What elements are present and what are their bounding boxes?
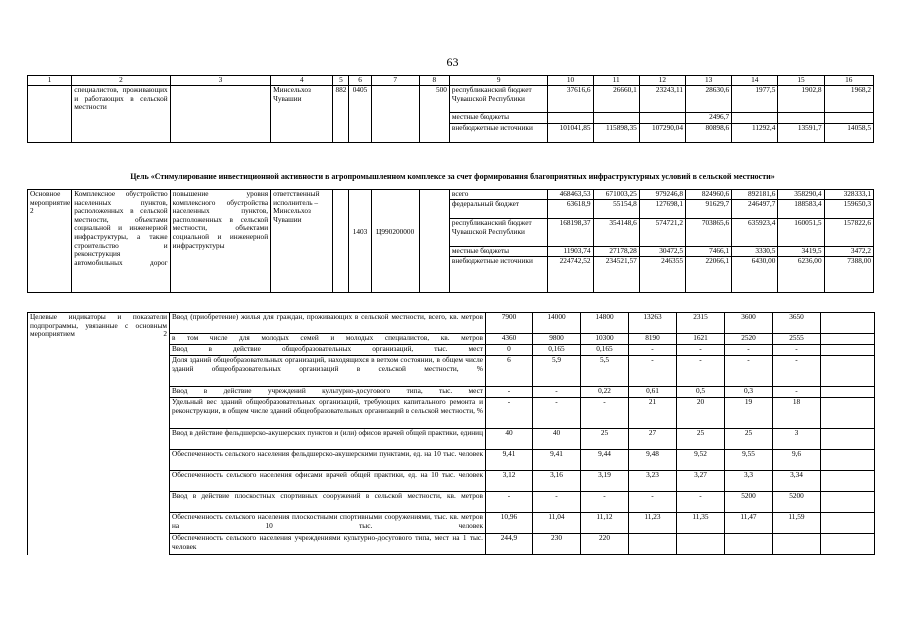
value-cell: 224742,52 bbox=[548, 257, 593, 293]
indicator-value: 3,27 bbox=[677, 471, 725, 492]
value-cell: 6236,00 bbox=[778, 257, 824, 293]
value-cell: 157822,6 bbox=[824, 219, 873, 247]
indicator-value: 3,34 bbox=[773, 471, 821, 492]
col-number: 16 bbox=[824, 76, 873, 86]
indicator-value: - bbox=[486, 492, 533, 513]
indicator-value: 230 bbox=[533, 534, 581, 555]
value-cell: 2496,7 bbox=[685, 113, 731, 124]
indicator-value: 9800 bbox=[533, 334, 581, 345]
indicator-value: 14000 bbox=[533, 313, 581, 334]
indicator-value: 21 bbox=[629, 398, 677, 429]
value-cell: 7388,00 bbox=[824, 257, 873, 293]
indicator-value: - bbox=[581, 492, 629, 513]
indicator-value: - bbox=[773, 387, 821, 398]
indicator-value: 10,96 bbox=[486, 513, 533, 534]
value-cell: 468463,53 bbox=[548, 190, 593, 200]
col-number: 9 bbox=[449, 76, 547, 86]
empty-cell bbox=[821, 513, 875, 534]
indicator-name: Ввод в действие плоскостных спортивных сооружений в сельской местности, кв. метров bbox=[170, 492, 486, 513]
value-cell: 91629,7 bbox=[685, 200, 731, 219]
program-table-main-activity bbox=[27, 189, 874, 293]
indicator-value: 5,5 bbox=[581, 356, 629, 387]
value-cell: 23243,11 bbox=[639, 86, 685, 113]
col-number: 8 bbox=[419, 76, 449, 86]
value-cell bbox=[824, 113, 873, 124]
empty-cell bbox=[821, 387, 875, 398]
indicator-value: 25 bbox=[725, 429, 773, 450]
value-cell: 234521,57 bbox=[593, 257, 639, 293]
value-cell: 127698,1 bbox=[639, 200, 685, 219]
empty-cell bbox=[821, 313, 875, 334]
goal-title: Цель «Стимулирование инвестиционной активности в агропромышленном комплексе за счет формирования благоприятных инфраструктурных условий в сельской местности» bbox=[130, 172, 775, 181]
indicator-value: 5200 bbox=[725, 492, 773, 513]
indicator-value: 2315 bbox=[677, 313, 725, 334]
funding-source: внебюджетные источники bbox=[449, 124, 547, 143]
indicator-value: - bbox=[533, 398, 581, 429]
target-article-code: Ц990200000 bbox=[371, 190, 419, 293]
empty-cell bbox=[821, 534, 875, 555]
col-number: 11 bbox=[593, 76, 639, 86]
empty-cell bbox=[821, 345, 875, 356]
value-cell: 358290,4 bbox=[778, 190, 824, 200]
value-cell: 7466,1 bbox=[685, 247, 731, 257]
indicator-name: Удельный вес зданий общеобразовательных организаций, требующих капитального ремонта и реконструкции, в общем числе зданий общеобразовательных организаций в сельской местности, % bbox=[170, 398, 486, 429]
indicator-value: 5,9 bbox=[533, 356, 581, 387]
indicator-name: Ввод (приобретение) жилья для граждан, проживающих в сельской местности, всего, кв. метров bbox=[170, 313, 486, 334]
indicator-value: 18 bbox=[773, 398, 821, 429]
funding-source: республиканский бюджет Чувашской Республики bbox=[449, 86, 547, 113]
indicator-value: 9,55 bbox=[725, 450, 773, 471]
indicator-value: - bbox=[581, 398, 629, 429]
value-cell: 246355 bbox=[639, 257, 685, 293]
indicator-value: 8190 bbox=[629, 334, 677, 345]
funding-source: федеральный бюджет bbox=[449, 200, 547, 219]
value-cell: 13591,7 bbox=[778, 124, 824, 143]
indicator-value: 40 bbox=[486, 429, 533, 450]
indicator-value: 6 bbox=[486, 356, 533, 387]
funding-source: всего bbox=[449, 190, 547, 200]
indicator-value: - bbox=[533, 387, 581, 398]
indicator-value: - bbox=[773, 356, 821, 387]
indicator-value: - bbox=[486, 398, 533, 429]
indicator-value: 0,165 bbox=[533, 345, 581, 356]
col-number: 7 bbox=[371, 76, 419, 86]
value-cell: 55154,8 bbox=[593, 200, 639, 219]
indicator-value bbox=[773, 534, 821, 555]
indicator-value: - bbox=[773, 345, 821, 356]
indicator-value: 3,23 bbox=[629, 471, 677, 492]
indicator-value: 11,47 bbox=[725, 513, 773, 534]
indicator-name: Обеспеченность сельского населения учреждениями культурно-досугового типа, мест на 1 тыс. человек bbox=[170, 534, 486, 555]
indicator-value: - bbox=[677, 492, 725, 513]
indicator-value: 3,3 bbox=[725, 471, 773, 492]
col-number: 3 bbox=[170, 76, 270, 86]
indicator-value: 9,44 bbox=[581, 450, 629, 471]
indicator-value: 9,48 bbox=[629, 450, 677, 471]
indicator-value: - bbox=[629, 492, 677, 513]
col-number: 2 bbox=[72, 76, 170, 86]
indicator-value: 3,16 bbox=[533, 471, 581, 492]
executor-cell: Минсельхоз Чувашии bbox=[271, 86, 333, 143]
value-cell: 3330,5 bbox=[732, 247, 778, 257]
value-cell: 30472,5 bbox=[639, 247, 685, 257]
value-cell: 160051,5 bbox=[778, 219, 824, 247]
indicator-value: 4360 bbox=[486, 334, 533, 345]
empty-cell bbox=[419, 190, 449, 293]
indicator-value: 11,59 bbox=[773, 513, 821, 534]
value-cell: 14058,5 bbox=[824, 124, 873, 143]
table-row bbox=[28, 86, 874, 113]
indicator-value: 25 bbox=[677, 429, 725, 450]
page-number: 63 bbox=[446, 55, 459, 69]
col-number: 15 bbox=[778, 76, 824, 86]
indicator-value: 9,41 bbox=[533, 450, 581, 471]
indicator-value: 244,9 bbox=[486, 534, 533, 555]
value-cell: 159650,3 bbox=[824, 200, 873, 219]
value-cell: 979246,8 bbox=[639, 190, 685, 200]
indicator-value bbox=[677, 534, 725, 555]
col-number: 10 bbox=[548, 76, 593, 86]
indicator-value: - bbox=[629, 356, 677, 387]
value-cell: 188583,4 bbox=[778, 200, 824, 219]
indicator-name: Обеспеченность сельского населения фельдшерско-акушерскими пунктами, ед. на 10 тыс. человек bbox=[170, 450, 486, 471]
empty-cell bbox=[28, 86, 72, 143]
indicator-value: 0,165 bbox=[581, 345, 629, 356]
value-cell bbox=[548, 113, 593, 124]
empty-cell bbox=[333, 190, 349, 293]
indicator-value: - bbox=[725, 356, 773, 387]
funding-source: внебюджетные источники bbox=[449, 257, 547, 293]
value-cell: 246497,7 bbox=[732, 200, 778, 219]
col-number: 12 bbox=[639, 76, 685, 86]
empty-cell bbox=[821, 450, 875, 471]
indicator-value: 0 bbox=[486, 345, 533, 356]
indicator-name: Обеспеченность сельского населения плоскостными спортивными сооружениями, тыс. кв. метров на 10 тыс. человек bbox=[170, 513, 486, 534]
value-cell: 328333,1 bbox=[824, 190, 873, 200]
indicator-value: 27 bbox=[629, 429, 677, 450]
indicator-value: 13263 bbox=[629, 313, 677, 334]
indicator-value: 11,35 bbox=[677, 513, 725, 534]
grbs-code: 882 bbox=[333, 86, 349, 143]
empty-cell bbox=[371, 86, 419, 143]
indicator-value bbox=[629, 534, 677, 555]
indicator-value: 2555 bbox=[773, 334, 821, 345]
value-cell: 80898,6 bbox=[685, 124, 731, 143]
indicator-value: 3600 bbox=[725, 313, 773, 334]
empty-cell bbox=[821, 471, 875, 492]
empty-cell bbox=[821, 492, 875, 513]
value-cell: 107290,04 bbox=[639, 124, 685, 143]
activity-cell: специалистов, проживающих и работающих в сельской местности bbox=[72, 86, 170, 143]
indicator-value: - bbox=[629, 345, 677, 356]
indicator-value: 9,6 bbox=[773, 450, 821, 471]
value-cell: 3472,2 bbox=[824, 247, 873, 257]
indicator-value: 7900 bbox=[486, 313, 533, 334]
indicator-value: 3 bbox=[773, 429, 821, 450]
indicator-value: 9,41 bbox=[486, 450, 533, 471]
indicator-value: 2520 bbox=[725, 334, 773, 345]
empty-cell bbox=[821, 429, 875, 450]
indicator-value: - bbox=[725, 345, 773, 356]
executor-role: ответственный исполнитель – bbox=[273, 189, 320, 207]
value-cell: 1968,2 bbox=[824, 86, 873, 113]
value-cell: 63618,9 bbox=[548, 200, 593, 219]
indicator-name: Ввод в действие учреждений культурно-досугового типа, тыс. мест bbox=[170, 387, 486, 398]
empty-cell bbox=[821, 356, 875, 387]
col-number: 5 bbox=[333, 76, 349, 86]
value-cell: 37616,6 bbox=[548, 86, 593, 113]
funding-source: республиканский бюджет Чувашской Республики bbox=[449, 219, 547, 247]
main-activity-label: Основное мероприятие 2 bbox=[28, 190, 72, 293]
value-cell: 1902,8 bbox=[778, 86, 824, 113]
value-cell: 574721,2 bbox=[639, 219, 685, 247]
indicator-row bbox=[28, 313, 875, 334]
col-number: 1 bbox=[28, 76, 72, 86]
indicator-value: - bbox=[677, 345, 725, 356]
indicator-name: Обеспеченность сельского населения офисами врачей общей практики, ед. на 10 тыс. человек bbox=[170, 471, 486, 492]
col-number: 13 bbox=[685, 76, 731, 86]
indicator-name: Ввод в действие общеобразовательных организаций, тыс. мест bbox=[170, 345, 486, 356]
indicator-value: 3,19 bbox=[581, 471, 629, 492]
indicator-name: в том числе для молодых семей и молодых специалистов, кв. метров bbox=[170, 334, 486, 345]
column-number-row bbox=[28, 76, 874, 86]
value-cell: 1977,5 bbox=[732, 86, 778, 113]
value-cell: 26660,1 bbox=[593, 86, 639, 113]
indicator-value: 1621 bbox=[677, 334, 725, 345]
indicator-value: - bbox=[677, 356, 725, 387]
indicator-value bbox=[725, 534, 773, 555]
indicator-value: 20 bbox=[677, 398, 725, 429]
indicator-value: 11,12 bbox=[581, 513, 629, 534]
indicators-label: Целевые индикаторы и показатели подпрограммы, увязанные с основным мероприятием 2 bbox=[28, 313, 170, 555]
value-cell bbox=[778, 113, 824, 124]
col-number: 6 bbox=[349, 76, 371, 86]
indicator-value: 0,22 bbox=[581, 387, 629, 398]
value-cell: 824960,6 bbox=[685, 190, 731, 200]
value-cell: 11903,74 bbox=[548, 247, 593, 257]
value-cell: 6430,00 bbox=[732, 257, 778, 293]
col-number: 4 bbox=[271, 76, 333, 86]
section-code: 0405 bbox=[349, 86, 371, 143]
value-cell: 354148,6 bbox=[593, 219, 639, 247]
value-cell: 168198,37 bbox=[548, 219, 593, 247]
value-cell: 892181,6 bbox=[732, 190, 778, 200]
indicator-name: Доля зданий общеобразовательных организаций, находящихся в ветхом состоянии, в общем числе зданий общеобразовательных организаций в сельской местности, % bbox=[170, 356, 486, 387]
section-code: 1403 bbox=[349, 190, 371, 293]
funding-source: местные бюджеты bbox=[449, 113, 547, 124]
program-table-top bbox=[27, 75, 874, 143]
main-activity-goal: повышение уровня комплексного обустройства населенных пунктов, расположенных в сельской местности, объектами социальной и инженерной инфраструктуры bbox=[170, 190, 270, 293]
indicator-value: 5200 bbox=[773, 492, 821, 513]
indicator-value: 19 bbox=[725, 398, 773, 429]
indicator-value: 10300 bbox=[581, 334, 629, 345]
expense-type-code: 500 bbox=[419, 86, 449, 143]
value-cell bbox=[639, 113, 685, 124]
indicator-value: 3650 bbox=[773, 313, 821, 334]
value-cell: 11292,4 bbox=[732, 124, 778, 143]
main-activity-name: Комплексное обустройство населенных пунктов, расположенных в сельской местности, объектами социальной и инженерной инфраструктуры, а также строительство и реконструкция автомобильных дорог bbox=[72, 190, 170, 293]
empty-cell bbox=[821, 398, 875, 429]
value-cell bbox=[593, 113, 639, 124]
indicator-value: 3,12 bbox=[486, 471, 533, 492]
value-cell: 3419,5 bbox=[778, 247, 824, 257]
col-number: 14 bbox=[732, 76, 778, 86]
value-cell: 635923,4 bbox=[732, 219, 778, 247]
indicator-value: 14800 bbox=[581, 313, 629, 334]
indicator-value: 0,3 bbox=[725, 387, 773, 398]
indicator-name: Ввод в действие фельдшерско-акушерских пунктов и (или) офисов врачей общей практики, единиц bbox=[170, 429, 486, 450]
funding-source: местные бюджеты bbox=[449, 247, 547, 257]
empty-cell bbox=[170, 86, 270, 143]
value-cell: 28630,6 bbox=[685, 86, 731, 113]
indicators-table bbox=[27, 312, 875, 555]
table-row bbox=[28, 190, 874, 200]
indicator-value: 9,52 bbox=[677, 450, 725, 471]
value-cell: 671003,25 bbox=[593, 190, 639, 200]
value-cell: 115898,35 bbox=[593, 124, 639, 143]
value-cell: 703865,6 bbox=[685, 219, 731, 247]
executor-cell bbox=[271, 190, 333, 293]
value-cell: 27178,28 bbox=[593, 247, 639, 257]
indicator-value: 25 bbox=[581, 429, 629, 450]
indicator-value: 40 bbox=[533, 429, 581, 450]
indicator-value: 11,04 bbox=[533, 513, 581, 534]
indicator-value: 220 bbox=[581, 534, 629, 555]
indicator-value: - bbox=[533, 492, 581, 513]
indicator-value: 0,5 bbox=[677, 387, 725, 398]
value-cell: 22066,1 bbox=[685, 257, 731, 293]
indicator-value: 0,61 bbox=[629, 387, 677, 398]
value-cell: 101041,85 bbox=[548, 124, 593, 143]
indicator-value: 11,23 bbox=[629, 513, 677, 534]
empty-cell bbox=[821, 334, 875, 345]
value-cell bbox=[732, 113, 778, 124]
executor-name: Минсельхоз Чувашии bbox=[273, 206, 311, 224]
indicator-value: - bbox=[486, 387, 533, 398]
